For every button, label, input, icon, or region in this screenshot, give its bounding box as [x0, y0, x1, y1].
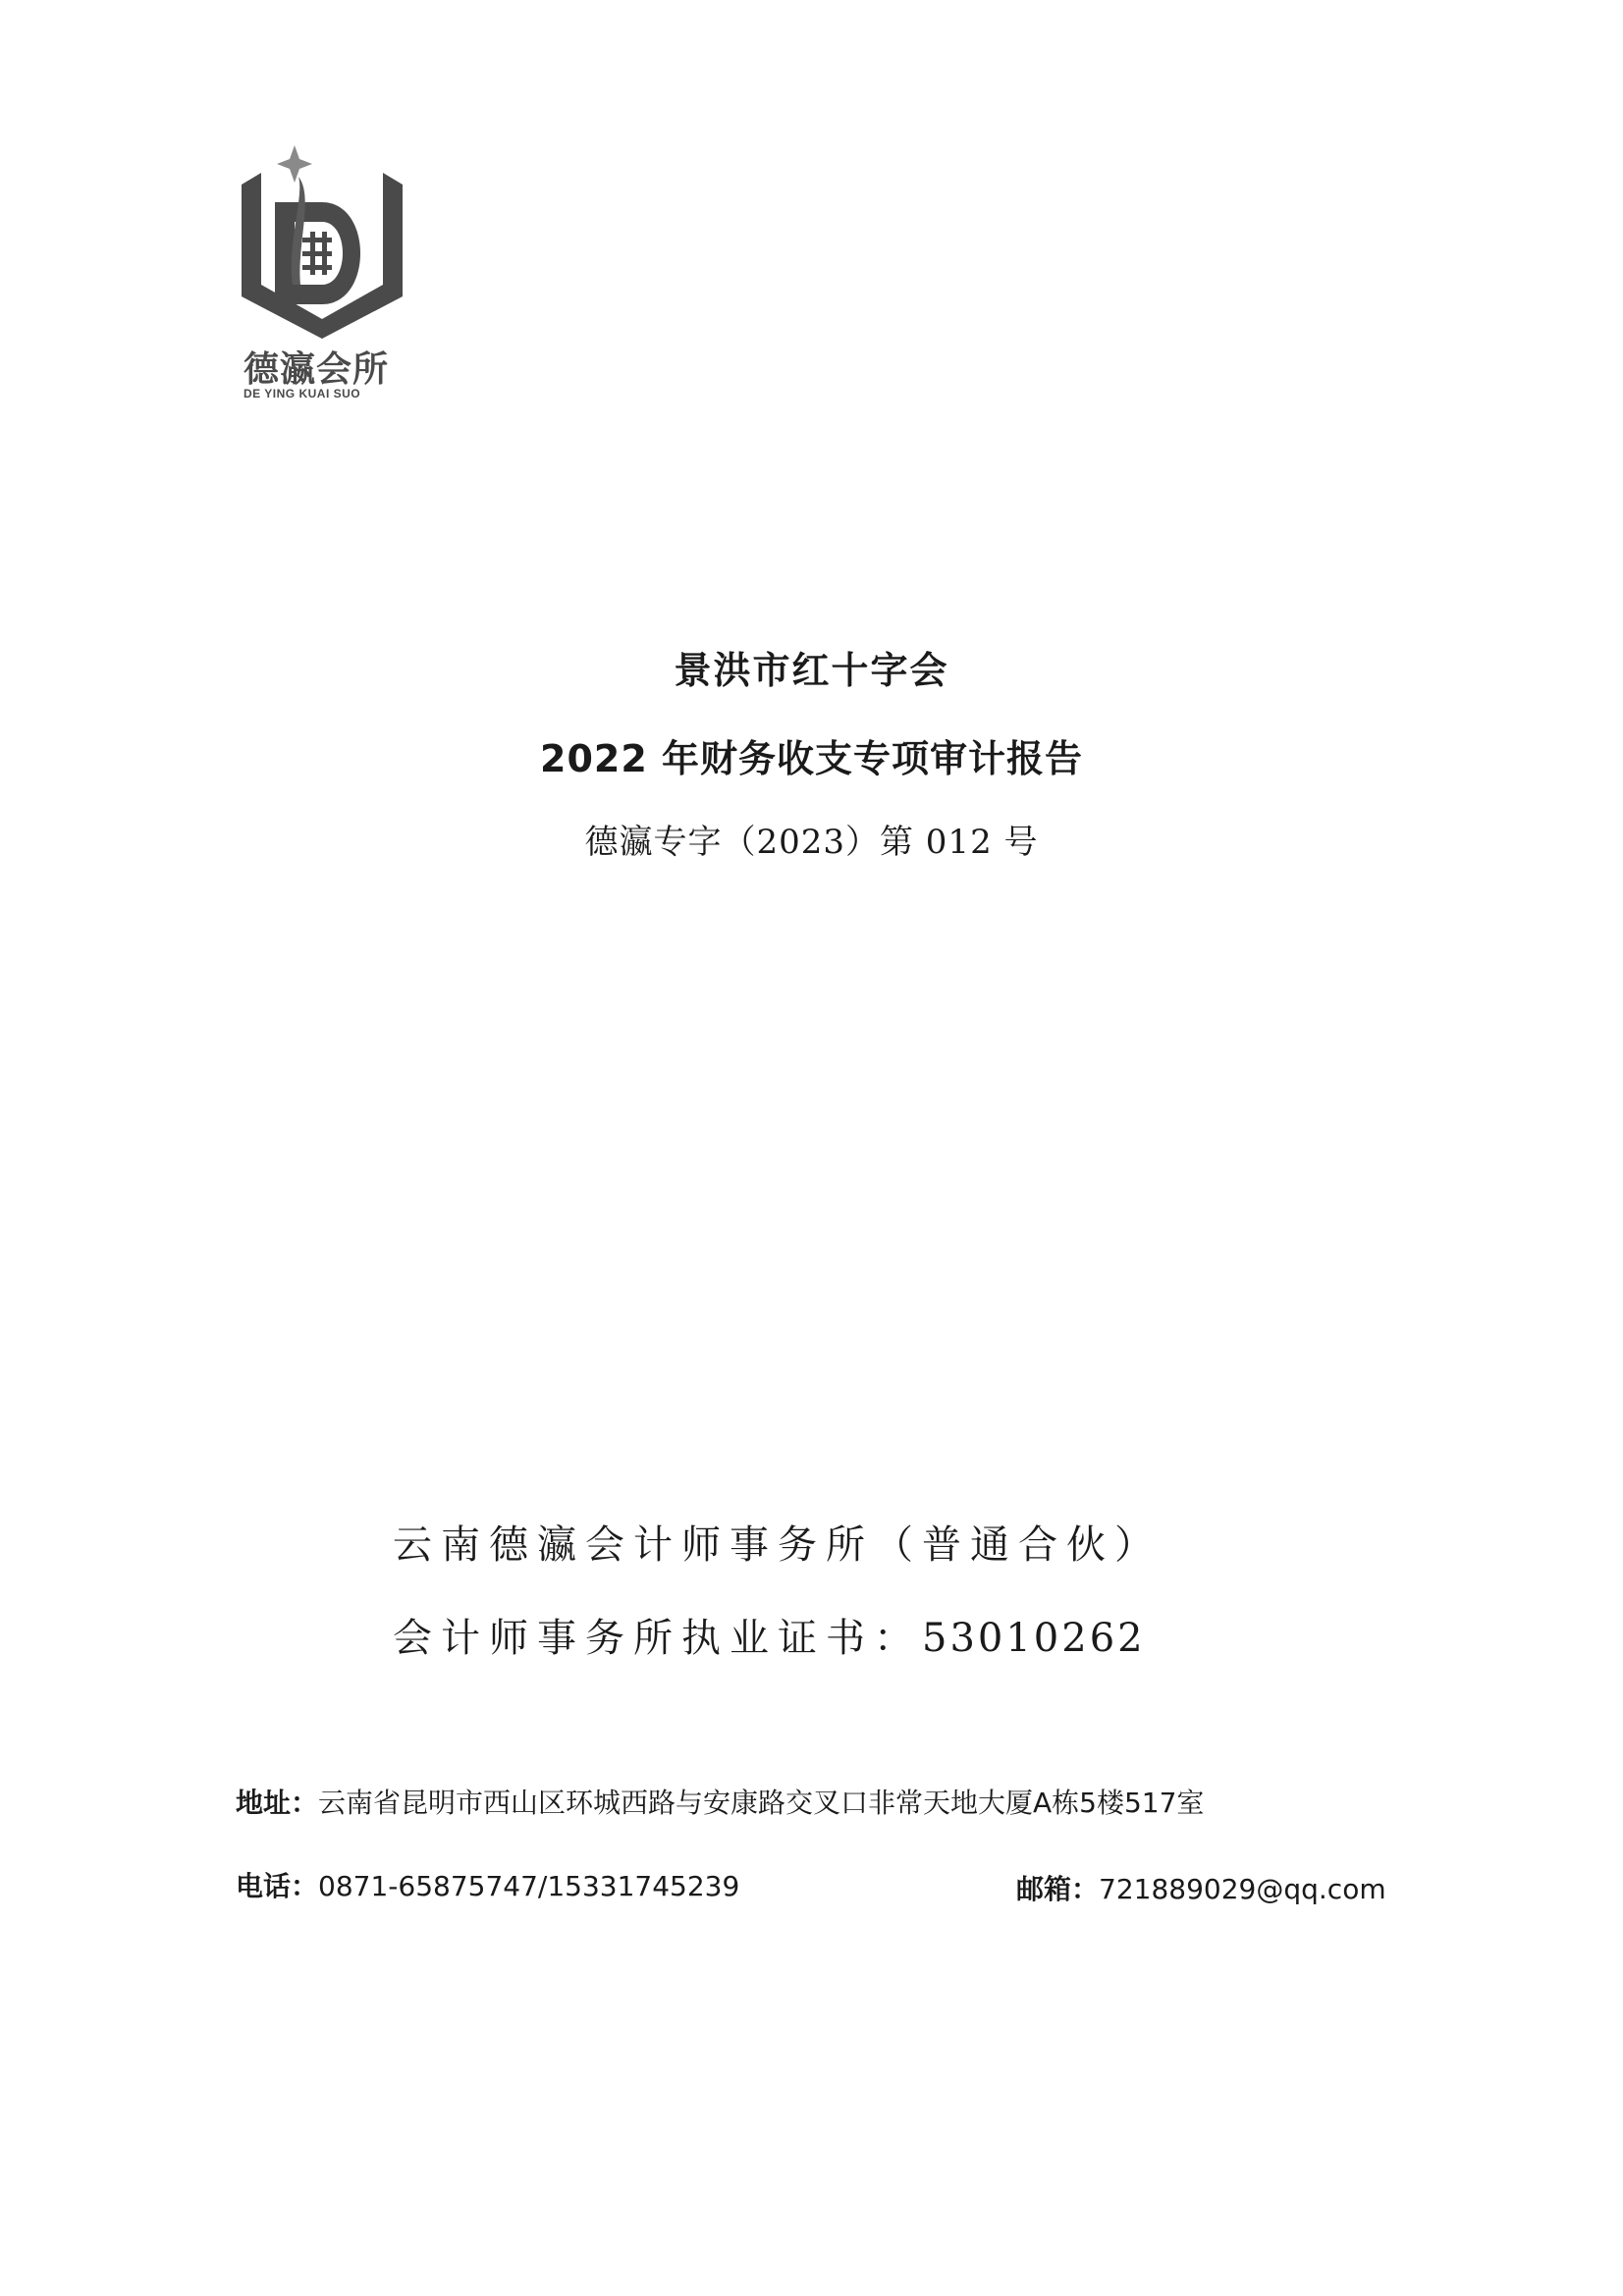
logo-english-name: DE YING KUAI SUO: [243, 387, 361, 400]
email-label: 邮箱：: [1016, 1873, 1100, 1905]
certificate-label: 会计师事务所执业证书：: [393, 1616, 922, 1661]
address-label: 地址：: [236, 1787, 319, 1819]
phone-label: 电话：: [236, 1870, 319, 1902]
firm-email: [1016, 1868, 1386, 1907]
report-organization: 景洪市红十字会: [674, 649, 949, 692]
deying-shield-logo-icon: [236, 137, 412, 339]
email-value: 721889029@qq.com: [1099, 1873, 1386, 1905]
report-title: 2022 年财务收支专项审计报告: [540, 737, 1083, 780]
certificate-number: 53010262: [922, 1616, 1146, 1661]
phone-value: 0871-65875747/15331745239: [318, 1870, 740, 1902]
logo-chinese-name: 德瀛会所: [243, 349, 390, 390]
address-value: 云南省昆明市西山区环城西路与安康路交叉口非常天地大厦A栋5楼517室: [318, 1787, 1205, 1819]
firm-logo: [236, 137, 412, 402]
firm-address: [236, 1782, 1204, 1821]
report-document-number: 德瀛专字（2023）第 012 号: [584, 823, 1039, 862]
firm-phone: [236, 1865, 739, 1904]
firm-certificate: [393, 1607, 1146, 1663]
audit-firm-name: 云南德瀛会计师事务所（普通合伙）: [393, 1522, 1163, 1568]
